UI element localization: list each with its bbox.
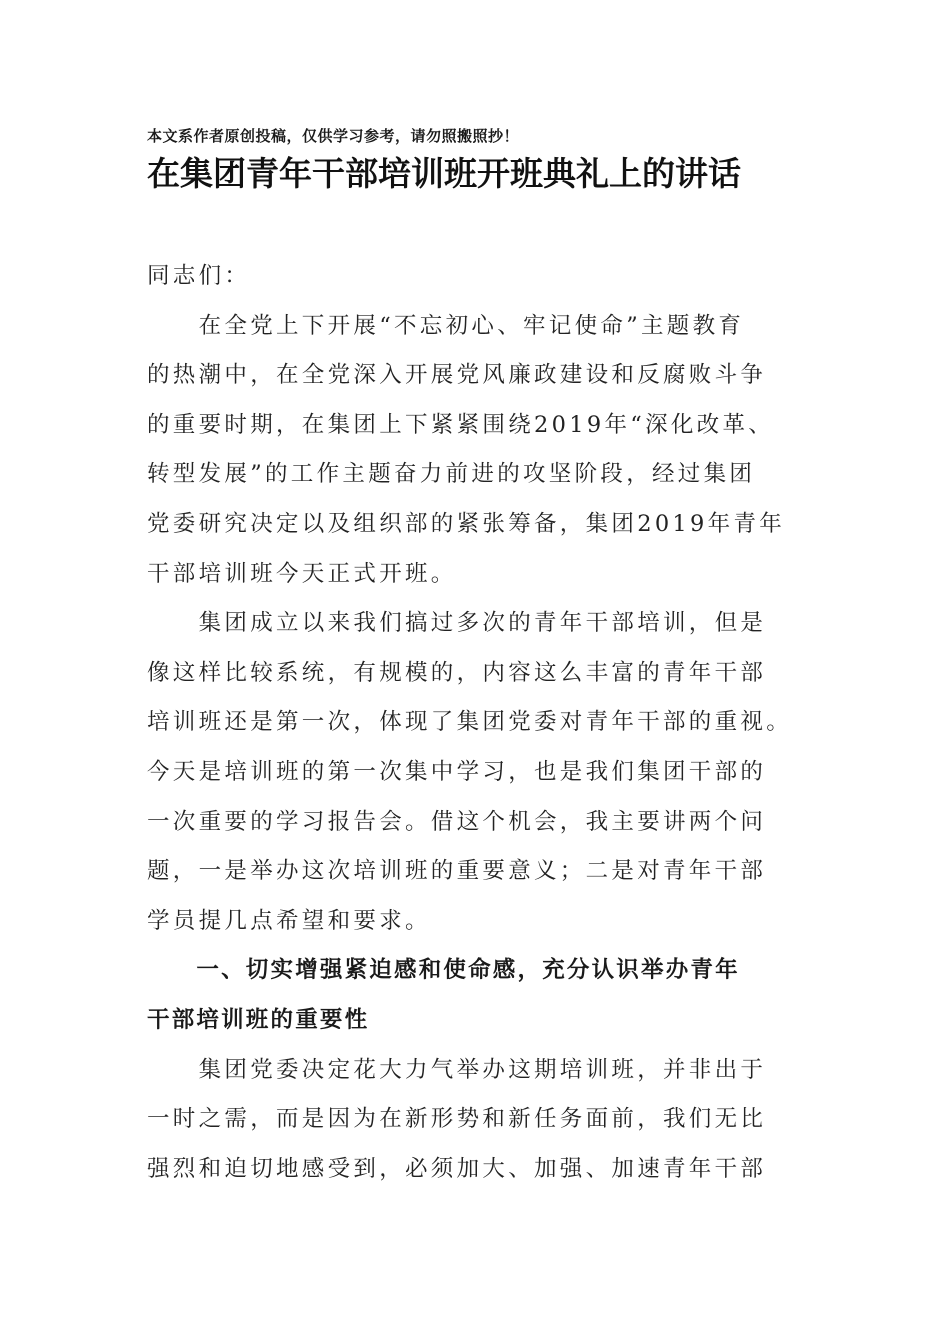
paragraph-line: 强烈和迫切地感受到，必须加大、加强、加速青年干部 [147,1155,767,1182]
paragraph-line: 党委研究决定以及组织部的紧张筹备，集团2019年青年 [147,510,786,537]
paragraph-line: 干部培训班今天正式开班。 [147,560,457,587]
salutation-line: 同志们： [147,263,251,289]
paragraph-line: 一时之需，而是因为在新形势和新任务面前，我们无比 [147,1106,767,1133]
page-title: 在集团青年干部培训班开班典礼上的讲话 [147,154,741,193]
paragraph-line: 题，一是举办这次培训班的重要意义；二是对青年干部 [147,858,767,885]
paragraph-line: 转型发展”的工作主题奋力前进的攻坚阶段，经过集团 [147,461,756,488]
paragraph-line: 学员提几点希望和要求。 [147,907,431,934]
paragraph-line: 集团党委决定花大力气举办这期培训班，并非出于 [147,1056,767,1083]
speech-body [147,252,793,1194]
section-heading-line: 一、切实增强紧迫感和使命感，充分认识举办青年 [147,957,740,984]
copyright-notice: 本文系作者原创投稿，仅供学习参考，请勿照搬照抄！ [147,127,520,145]
section-heading-line: 干部培训班的重要性 [147,1006,370,1033]
paragraph-line: 集团成立以来我们搞过多次的青年干部培训，但是 [147,610,767,637]
paragraph-line: 一次重要的学习报告会。借这个机会，我主要讲两个问 [147,808,767,835]
paragraph-line: 今天是培训班的第一次集中学习，也是我们集团干部的 [147,758,767,785]
paragraph-line: 的热潮中，在全党深入开展党风廉政建设和反腐败斗争 [147,362,767,389]
paragraph-line: 像这样比较系统，有规模的，内容这么丰富的青年干部 [147,659,767,686]
paragraph-line: 培训班还是第一次，体现了集团党委对青年干部的重视。 [147,709,793,736]
paragraph-line: 的重要时期，在集团上下紧紧围绕2019年“深化改革、 [147,411,775,438]
paragraph-line: 在全党上下开展“不忘初心、牢记使命”主题教育 [147,312,745,339]
